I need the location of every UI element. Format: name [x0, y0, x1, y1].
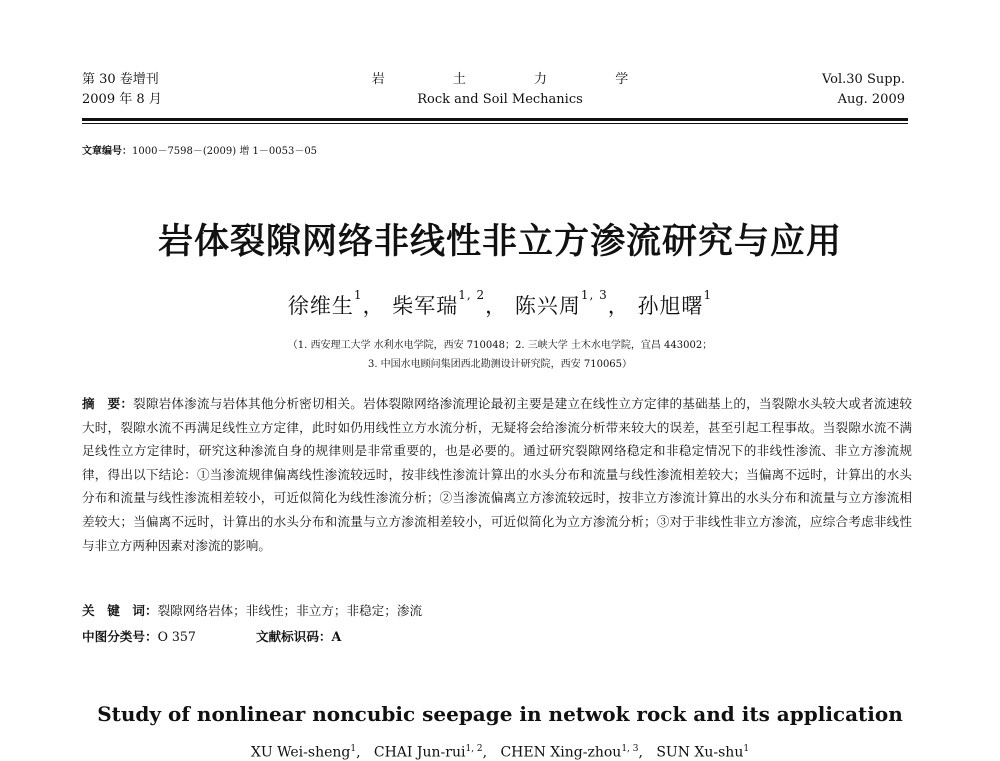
- author-separator: ，: [485, 294, 508, 318]
- paper-title-en: Study of nonlinear noncubic seepage in netwok rock and its application: [97, 702, 903, 726]
- author-name-en: SUN Xu-shu: [656, 744, 744, 761]
- article-number-value: 1000－7598－(2009) 增 1－0053－05: [132, 146, 318, 157]
- article-number: [82, 142, 317, 157]
- volume-info-en: [822, 70, 905, 110]
- header-rule-thin: [82, 123, 908, 124]
- keywords-text: 裂隙网络岩体；非线性；非立方；非稳定；渗流: [157, 603, 423, 618]
- classification-label: 中图分类号：: [82, 629, 158, 644]
- author-name: 徐维生: [287, 294, 354, 318]
- keywords: [82, 600, 422, 619]
- abstract-label: 摘 要：: [82, 396, 134, 411]
- volume-line-en: Vol.30 Supp.: [821, 72, 905, 87]
- author-affiliation-mark: 1, 3: [621, 744, 639, 754]
- author-affiliation-mark: 1, 2: [465, 744, 483, 754]
- author-name: 孙旭曙: [637, 294, 704, 318]
- author-name-en: CHAI Jun-rui: [373, 744, 466, 761]
- author-affiliation-mark: 1: [350, 744, 357, 754]
- author-list-en: XU Wei-sheng$^1$, CHAI Jun-rui$^{1, 2}$, CHEN Xing-zhou$^{1, 3}$, SUN Xu-shu$^1$: [250, 744, 750, 761]
- author-affiliation-mark: 1: [353, 288, 363, 302]
- author-affiliation-mark: 1, 2: [458, 288, 486, 302]
- affiliation-line: 3. 中国水电顾问集团西北勘测设计研究院，西安 710065）: [367, 359, 633, 370]
- classification-value: O 357: [157, 629, 196, 644]
- classification: [82, 626, 341, 645]
- author-separator: ，: [607, 294, 630, 318]
- volume-line: 第 30 卷增刊: [82, 72, 159, 87]
- author-affiliation-mark: 1: [743, 744, 750, 754]
- abstract-text: 裂隙岩体渗流与岩体其他分析密切相关。岩体裂隙网络渗流理论最初主要是建立在线性立方定律的基础基上的，当裂隙水头较大或者流速较大时，裂隙水流不再满足线性立方定律，此时如仍用线性立方水流分析，无疑将会给渗流分析带来较大的误差，甚至引起工程事故。当裂隙水流不满足线性立方定律时，研究这种渗流自身的规律则是非常重要的，也是必要的。通过研究裂隙网络稳定和非稳定情况下的非线性渗流、非立方渗流规律，得出以下结论：①当渗流规律偏离线性渗流较远时，按非线性渗流计算出的水头分布和流量与线性渗流相差较大；当偏离不远时，计算出的水头分布和流量与线性渗流相差较小，可近似简化为线性渗流分析；②当渗流偏离立方渗流较远时，按非立方渗流计算出的水头分布和流量与立方渗流相差较大；当偏离不远时，计算出的水头分布和流量与立方渗流相差较小，可近似简化为立方渗流分析；③对于非线性非立方渗流，应综合考虑非线性与非立方两种因素对渗流的影响。: [82, 396, 913, 553]
- date-line: 2009 年 8 月: [82, 92, 162, 107]
- author-name: 柴军瑞: [392, 294, 459, 318]
- author-name-en: XU Wei-sheng: [250, 744, 351, 761]
- keywords-label: 关 键 词：: [82, 603, 158, 618]
- header-rule-thick: [82, 118, 908, 121]
- author-name: 陈兴周: [514, 294, 581, 318]
- author-list-cn: [0, 290, 1000, 320]
- doc-code-value: A: [331, 629, 342, 644]
- author-affiliation-mark: 1, 3: [580, 288, 608, 302]
- paper-title-cn: 岩体裂隙网络非线性非立方渗流研究与应用: [157, 222, 842, 262]
- journal-name-cn: 岩 土 力 学: [371, 72, 661, 87]
- article-number-label: 文章编号：: [82, 146, 132, 157]
- doc-code-label: 文献标识码：: [255, 629, 332, 644]
- author-affiliation-mark: 1: [703, 288, 713, 302]
- affiliation-line: （1. 西安理工大学 水利水电学院，西安 710048；2. 三峡大学 土木水电学院，宜昌 443002；: [287, 340, 713, 351]
- author-separator: ，: [362, 294, 385, 318]
- date-line-en: Aug. 2009: [837, 92, 905, 107]
- author-name-en: CHEN Xing-zhou: [500, 744, 622, 761]
- abstract: [82, 392, 912, 557]
- journal-name-en: Rock and Soil Mechanics: [417, 92, 583, 107]
